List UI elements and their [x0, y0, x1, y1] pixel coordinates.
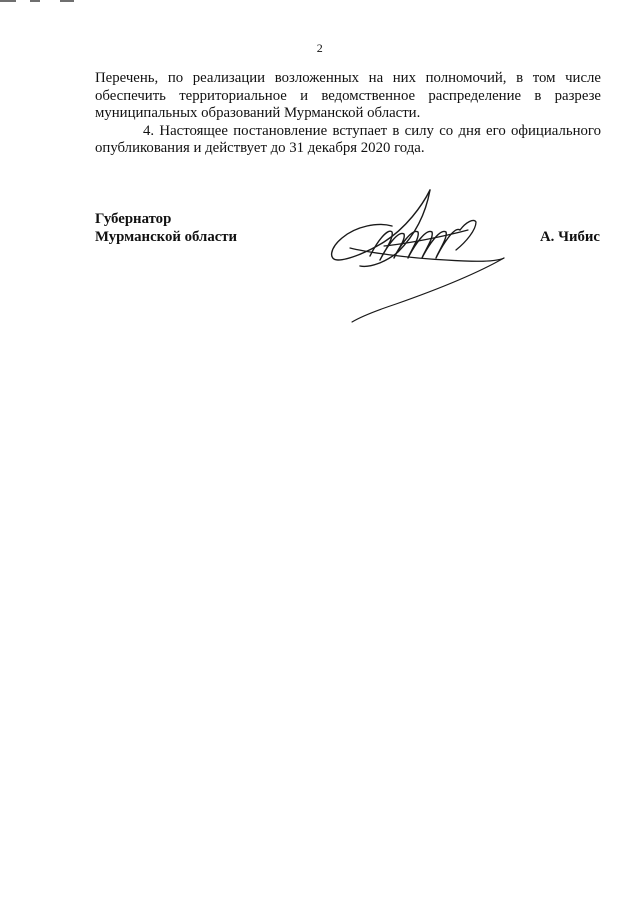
paragraph-item-4: 4. Настоящее постановление вступает в силу со дня его официального опубликования и действует до 31 декабря 2020 года. — [95, 122, 601, 157]
position-line: Мурманской области — [95, 229, 238, 245]
document-body — [95, 70, 601, 158]
page-number: 2 — [316, 41, 324, 55]
handwritten-signature — [326, 182, 516, 330]
signatory-name: А. Чибис — [540, 229, 600, 245]
scan-artifact — [0, 0, 16, 2]
paragraph-continuation: Перечень, по реализации возложенных на них полномочий, в том числе обеспечить территориальное и ведомственное распределение в разрезе муниципальных образований Мурманской области. — [95, 70, 601, 122]
position-line: Губернатор — [95, 211, 172, 227]
scan-artifact — [30, 0, 40, 2]
scan-artifact — [60, 0, 74, 2]
signatory-position — [95, 210, 237, 246]
